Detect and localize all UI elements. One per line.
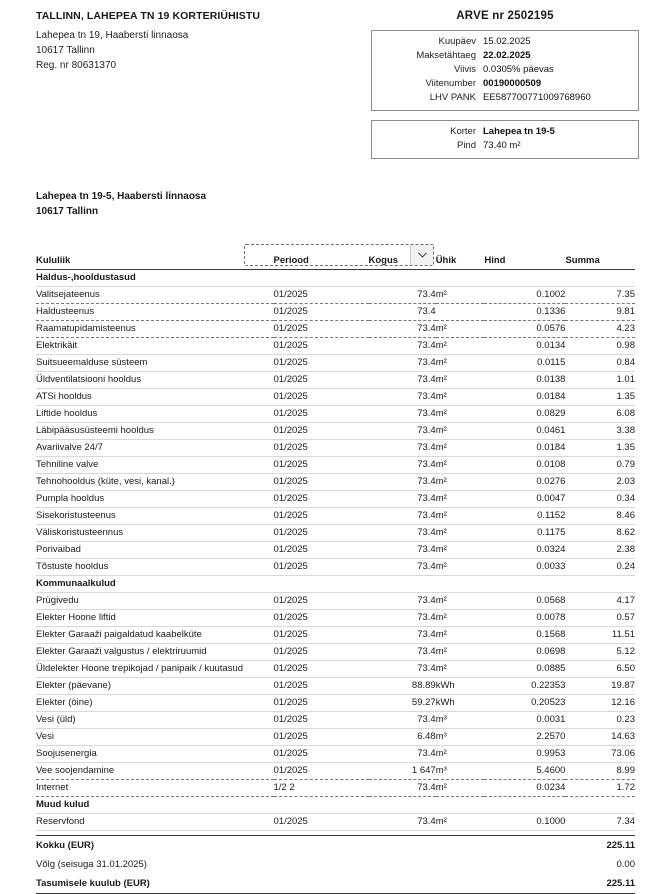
row-price: 0.0115	[484, 355, 565, 372]
table-row[interactable]	[36, 287, 635, 304]
row-period: 01/2025	[274, 508, 369, 525]
row-sum: 0.57	[565, 610, 635, 627]
totals-row	[36, 836, 635, 856]
invoice-field-value: 0.0305% päevas	[483, 64, 554, 75]
row-period: 01/2025	[274, 746, 369, 763]
row-quantity: 73.4	[369, 780, 436, 797]
row-quantity: 59.27	[369, 695, 436, 712]
totals-value: 225.11	[575, 874, 635, 894]
row-name: Üldventilatsiooni hooldus	[36, 372, 274, 389]
row-name: Avariivalve 24/7	[36, 440, 274, 457]
row-period: 01/2025	[274, 610, 369, 627]
row-price: 0.0184	[484, 440, 565, 457]
chevron-down-icon[interactable]	[410, 245, 433, 265]
row-period: 01/2025	[274, 661, 369, 678]
row-name: Läbipääsusüsteemi hooldus	[36, 423, 274, 440]
row-unit: m²	[436, 474, 485, 491]
row-quantity: 73.4	[369, 457, 436, 474]
row-period: 01/2025	[274, 423, 369, 440]
column-header-name: Kululiik	[36, 255, 274, 270]
row-sum: 4.17	[565, 593, 635, 610]
table-section-row	[36, 270, 635, 287]
row-sum: 0.84	[565, 355, 635, 372]
row-name: Sisekoristusteenus	[36, 508, 274, 525]
row-unit: m²	[436, 525, 485, 542]
table-row[interactable]	[36, 627, 635, 644]
table-section-row	[36, 797, 635, 814]
row-unit: m²	[436, 491, 485, 508]
row-price: 0.0047	[484, 491, 565, 508]
row-sum: 0.98	[565, 338, 635, 355]
row-period: 01/2025	[274, 712, 369, 729]
apartment-field-label: Korter	[450, 126, 476, 137]
row-price: 0.0276	[484, 474, 565, 491]
row-quantity: 73.4	[369, 661, 436, 678]
row-sum: 5.12	[565, 644, 635, 661]
table-row[interactable]	[36, 304, 635, 321]
row-unit: m²	[436, 440, 485, 457]
row-period: 01/2025	[274, 525, 369, 542]
row-name: Internet	[36, 780, 274, 797]
row-sum: 7.34	[565, 814, 635, 831]
row-quantity: 73.4	[369, 542, 436, 559]
row-price: 2.2570	[484, 729, 565, 746]
row-price: 0.9953	[484, 746, 565, 763]
row-period: 01/2025	[274, 695, 369, 712]
totals-row	[36, 874, 635, 894]
row-quantity: 73.4	[369, 491, 436, 508]
row-unit: m²	[436, 508, 485, 525]
row-price: 0.0033	[484, 559, 565, 576]
row-quantity: 73.4	[369, 593, 436, 610]
row-quantity: 73.4	[369, 746, 436, 763]
table-row[interactable]	[36, 712, 635, 729]
row-period: 01/2025	[274, 729, 369, 746]
row-name: Elekter Garaaži valgustus / elektriruumid	[36, 644, 274, 661]
table-row[interactable]	[36, 389, 635, 406]
row-sum: 8.46	[565, 508, 635, 525]
row-period: 01/2025	[274, 321, 369, 338]
row-name: Tehnohooldus (küte, vesi, kanal.)	[36, 474, 274, 491]
table-row[interactable]	[36, 406, 635, 423]
column-header-quantity: Kogus	[369, 255, 436, 270]
row-quantity: 73.4	[369, 304, 436, 321]
row-quantity: 73.4	[369, 508, 436, 525]
row-name: Vesi (üld)	[36, 712, 274, 729]
row-period: 01/2025	[274, 644, 369, 661]
table-section-row	[36, 576, 635, 593]
table-row[interactable]	[36, 355, 635, 372]
row-price: 0.20523	[484, 695, 565, 712]
row-sum: 0.34	[565, 491, 635, 508]
row-price: 0.0461	[484, 423, 565, 440]
row-quantity: 73.4	[369, 610, 436, 627]
row-price: 0.1152	[484, 508, 565, 525]
invoice-details-box	[371, 30, 639, 111]
table-row[interactable]	[36, 525, 635, 542]
row-period: 01/2025	[274, 440, 369, 457]
row-period: 01/2025	[274, 593, 369, 610]
row-quantity: 73.4	[369, 389, 436, 406]
row-select-overlay[interactable]	[244, 244, 434, 266]
company-reg-number: Reg. nr 80631370	[36, 60, 117, 71]
table-row[interactable]	[36, 372, 635, 389]
invoice-field-label: Maksetähtaeg	[416, 50, 476, 61]
invoice-title: ARVE nr 2502195	[456, 10, 554, 22]
table-row[interactable]	[36, 780, 635, 797]
row-quantity: 88.89	[369, 678, 436, 695]
row-sum: 8.99	[565, 763, 635, 780]
row-quantity: 73.4	[369, 287, 436, 304]
row-quantity: 73.4	[369, 627, 436, 644]
invoice-field-row	[380, 49, 630, 63]
invoice-field-row	[380, 77, 630, 91]
table-row[interactable]	[36, 746, 635, 763]
row-price: 0.0829	[484, 406, 565, 423]
row-price: 0.0108	[484, 457, 565, 474]
invoice-field-label: LHV PANK	[429, 92, 476, 103]
row-unit: m³	[436, 763, 485, 780]
row-unit: m²	[436, 559, 485, 576]
row-period: 01/2025	[274, 372, 369, 389]
table-row[interactable]	[36, 423, 635, 440]
row-sum: 9.81	[565, 304, 635, 321]
row-sum: 4.23	[565, 321, 635, 338]
row-unit: m²	[436, 542, 485, 559]
row-name: Porivaibad	[36, 542, 274, 559]
section-label: Kommunaalkulud	[36, 576, 635, 593]
row-period: 01/2025	[274, 406, 369, 423]
invoice-field-value: 22.02.2025	[483, 50, 531, 61]
company-postal: 10617 Tallinn	[36, 45, 95, 56]
table-row[interactable]	[36, 678, 635, 695]
row-unit: m²	[436, 406, 485, 423]
row-period: 01/2025	[274, 491, 369, 508]
row-price: 0.0698	[484, 644, 565, 661]
row-quantity: 6.48	[369, 729, 436, 746]
row-period: 01/2025	[274, 389, 369, 406]
row-quantity: 73.4	[369, 814, 436, 831]
row-name: Elekter Hoone liftid	[36, 610, 274, 627]
row-sum: 73.06	[565, 746, 635, 763]
recipient-postal: 10617 Tallinn	[36, 206, 99, 217]
row-unit: m²	[436, 389, 485, 406]
table-row[interactable]	[36, 474, 635, 491]
row-sum: 6.50	[565, 661, 635, 678]
row-price: 0.0324	[484, 542, 565, 559]
row-unit: kWh	[436, 695, 485, 712]
row-name: Raamatupidamisteenus	[36, 321, 274, 338]
row-sum: 1.35	[565, 440, 635, 457]
table-row[interactable]	[36, 457, 635, 474]
row-unit: m²	[436, 321, 485, 338]
row-unit: m²	[436, 372, 485, 389]
recipient-address: Lahepea tn 19-5, Haabersti linnaosa	[36, 191, 207, 202]
totals-label: Tasumisele kuulub (EUR)	[36, 874, 575, 894]
row-sum: 0.24	[565, 559, 635, 576]
row-period: 01/2025	[274, 763, 369, 780]
table-row[interactable]	[36, 440, 635, 457]
row-quantity: 73.4	[369, 355, 436, 372]
column-header-price: Hind	[484, 255, 565, 270]
row-name: Soojusenergia	[36, 746, 274, 763]
table-row[interactable]	[36, 321, 635, 338]
totals-block	[36, 835, 635, 894]
row-price: 0.1175	[484, 525, 565, 542]
invoice-block	[371, 10, 639, 159]
row-name: Tehniline valve	[36, 457, 274, 474]
row-unit: kWh	[436, 678, 485, 695]
row-period: 01/2025	[274, 678, 369, 695]
row-period: 01/2025	[274, 355, 369, 372]
row-name: Tõstuste hooldus	[36, 559, 274, 576]
row-unit: m³	[436, 729, 485, 746]
section-label: Haldus-,hooldustasud	[36, 270, 635, 287]
table-row[interactable]	[36, 695, 635, 712]
invoice-field-value: 00190000509	[483, 78, 542, 89]
row-name: ATSi hooldus	[36, 389, 274, 406]
row-unit: m²	[436, 457, 485, 474]
row-period: 01/2025	[274, 457, 369, 474]
row-quantity: 73.4	[369, 559, 436, 576]
row-price: 0.0031	[484, 712, 565, 729]
table-row[interactable]	[36, 338, 635, 355]
row-period: 1/2 2	[274, 780, 369, 797]
row-period: 01/2025	[274, 627, 369, 644]
row-quantity: 73.4	[369, 423, 436, 440]
table-row[interactable]	[36, 814, 635, 831]
table-row[interactable]	[36, 559, 635, 576]
row-period: 01/2025	[274, 338, 369, 355]
row-price: 0.0078	[484, 610, 565, 627]
row-period: 01/2025	[274, 542, 369, 559]
table-row[interactable]	[36, 763, 635, 780]
row-unit: m²	[436, 423, 485, 440]
table-row[interactable]	[36, 491, 635, 508]
totals-label: Võlg (seisuga 31.01.2025)	[36, 859, 147, 870]
row-sum: 6.08	[565, 406, 635, 423]
totals-table	[36, 835, 635, 894]
row-unit: m²	[436, 661, 485, 678]
row-price: 0.0885	[484, 661, 565, 678]
invoice-field-label: Kuupäev	[438, 36, 476, 47]
table-row[interactable]	[36, 610, 635, 627]
row-sum: 2.38	[565, 542, 635, 559]
row-period: 01/2025	[274, 814, 369, 831]
row-quantity: 73.4	[369, 321, 436, 338]
row-unit: m²	[436, 338, 485, 355]
row-unit: m²	[436, 627, 485, 644]
row-sum: 8.62	[565, 525, 635, 542]
row-sum: 0.23	[565, 712, 635, 729]
row-sum: 1.35	[565, 389, 635, 406]
row-price: 0.0184	[484, 389, 565, 406]
section-label: Muud kulud	[36, 797, 635, 814]
row-name: Elekter (öine)	[36, 695, 274, 712]
row-name: Elekter Garaaži paigaldatud kaabelküte	[36, 627, 274, 644]
row-period: 01/2025	[274, 559, 369, 576]
row-unit: m²	[436, 610, 485, 627]
row-sum: 19.87	[565, 678, 635, 695]
document-header	[0, 0, 665, 159]
apartment-field-row	[380, 125, 630, 139]
row-sum: 14.63	[565, 729, 635, 746]
apartment-field-row	[380, 139, 630, 153]
row-sum: 1.72	[565, 780, 635, 797]
table-row[interactable]	[36, 593, 635, 610]
items-table	[36, 255, 635, 831]
row-name: Elektrikäit	[36, 338, 274, 355]
row-price: 0.0138	[484, 372, 565, 389]
row-name: Elekter (päevane)	[36, 678, 274, 695]
row-sum: 0.79	[565, 457, 635, 474]
row-price: 5.4600	[484, 763, 565, 780]
row-quantity: 73.4	[369, 440, 436, 457]
row-name: Pumpla hooldus	[36, 491, 274, 508]
row-price: 0.1002	[484, 287, 565, 304]
row-name: Suitsueemalduse süsteem	[36, 355, 274, 372]
row-sum: 2.03	[565, 474, 635, 491]
row-quantity: 1 647	[369, 763, 436, 780]
row-name: Vesi	[36, 729, 274, 746]
row-price: 0.0568	[484, 593, 565, 610]
row-unit: m²	[436, 593, 485, 610]
row-price: 0.1336	[484, 304, 565, 321]
invoice-field-row	[380, 91, 630, 105]
invoice-field-label: Viivis	[454, 64, 476, 75]
column-header-unit: Ühik	[436, 255, 485, 270]
recipient-block	[36, 189, 665, 219]
items-table-wrap	[36, 255, 635, 831]
invoice-field-value: EE587700771009768960	[483, 92, 591, 103]
row-sum: 1.01	[565, 372, 635, 389]
totals-label: Kokku (EUR)	[36, 836, 575, 856]
row-quantity: 73.4	[369, 372, 436, 389]
row-name: Reservfond	[36, 814, 274, 831]
table-row[interactable]	[36, 661, 635, 678]
row-unit	[436, 304, 485, 321]
totals-value: 0.00	[616, 859, 635, 870]
row-price: 0.1568	[484, 627, 565, 644]
table-row[interactable]	[36, 542, 635, 559]
row-quantity: 73.4	[369, 406, 436, 423]
apartment-field-value: Lahepea tn 19-5	[483, 126, 555, 137]
row-sum: 7.35	[565, 287, 635, 304]
apartment-field-value: 73.40 m²	[483, 140, 521, 151]
row-name: Haldusteenus	[36, 304, 274, 321]
invoice-field-row	[380, 63, 630, 77]
row-unit: m²	[436, 746, 485, 763]
row-price: 0.0234	[484, 780, 565, 797]
row-price: 0.0576	[484, 321, 565, 338]
invoice-field-value: 15.02.2025	[483, 36, 531, 47]
row-price: 0.0134	[484, 338, 565, 355]
row-price: 0.1000	[484, 814, 565, 831]
apartment-details-box	[371, 120, 639, 159]
column-header-period: Periood	[274, 255, 369, 270]
row-quantity: 73.4	[369, 474, 436, 491]
row-unit: m³	[436, 712, 485, 729]
row-name: Valitsejateenus	[36, 287, 274, 304]
apartment-field-label: Pind	[456, 140, 476, 151]
invoice-field-label: Viitenumber	[425, 78, 476, 89]
column-header-sum: Summa	[565, 255, 635, 270]
row-quantity: 73.4	[369, 712, 436, 729]
company-block	[36, 10, 366, 159]
invoice-field-row	[380, 35, 630, 49]
row-period: 01/2025	[274, 474, 369, 491]
row-name: Prügivedu	[36, 593, 274, 610]
company-address: Lahepea tn 19, Haabersti linnaosa	[36, 30, 189, 41]
row-name: Üldelekter Hoone trepikojad / panipaik / kuutasud	[36, 661, 274, 678]
row-sum: 12.16	[565, 695, 635, 712]
row-unit: m²	[436, 287, 485, 304]
row-price: 0.22353	[484, 678, 565, 695]
row-unit: m²	[436, 644, 485, 661]
row-unit: m²	[436, 355, 485, 372]
row-sum: 3.38	[565, 423, 635, 440]
row-unit: m²	[436, 780, 485, 797]
row-quantity: 73.4	[369, 644, 436, 661]
row-name: Vee soojendamine	[36, 763, 274, 780]
row-period: 01/2025	[274, 287, 369, 304]
totals-value: 225.11	[575, 836, 635, 856]
totals-row	[36, 855, 635, 874]
row-quantity: 73.4	[369, 338, 436, 355]
row-name: Väliskoristusteennus	[36, 525, 274, 542]
row-period: 01/2025	[274, 304, 369, 321]
row-sum: 11.51	[565, 627, 635, 644]
row-unit: m²	[436, 814, 485, 831]
company-title: TALLINN, LAHEPEA TN 19 KORTERIÜHISTU	[36, 10, 261, 22]
row-quantity: 73.4	[369, 525, 436, 542]
table-body	[36, 270, 635, 831]
row-name: Liftide hooldus	[36, 406, 274, 423]
table-row[interactable]	[36, 729, 635, 746]
table-row[interactable]	[36, 644, 635, 661]
table-row[interactable]	[36, 508, 635, 525]
